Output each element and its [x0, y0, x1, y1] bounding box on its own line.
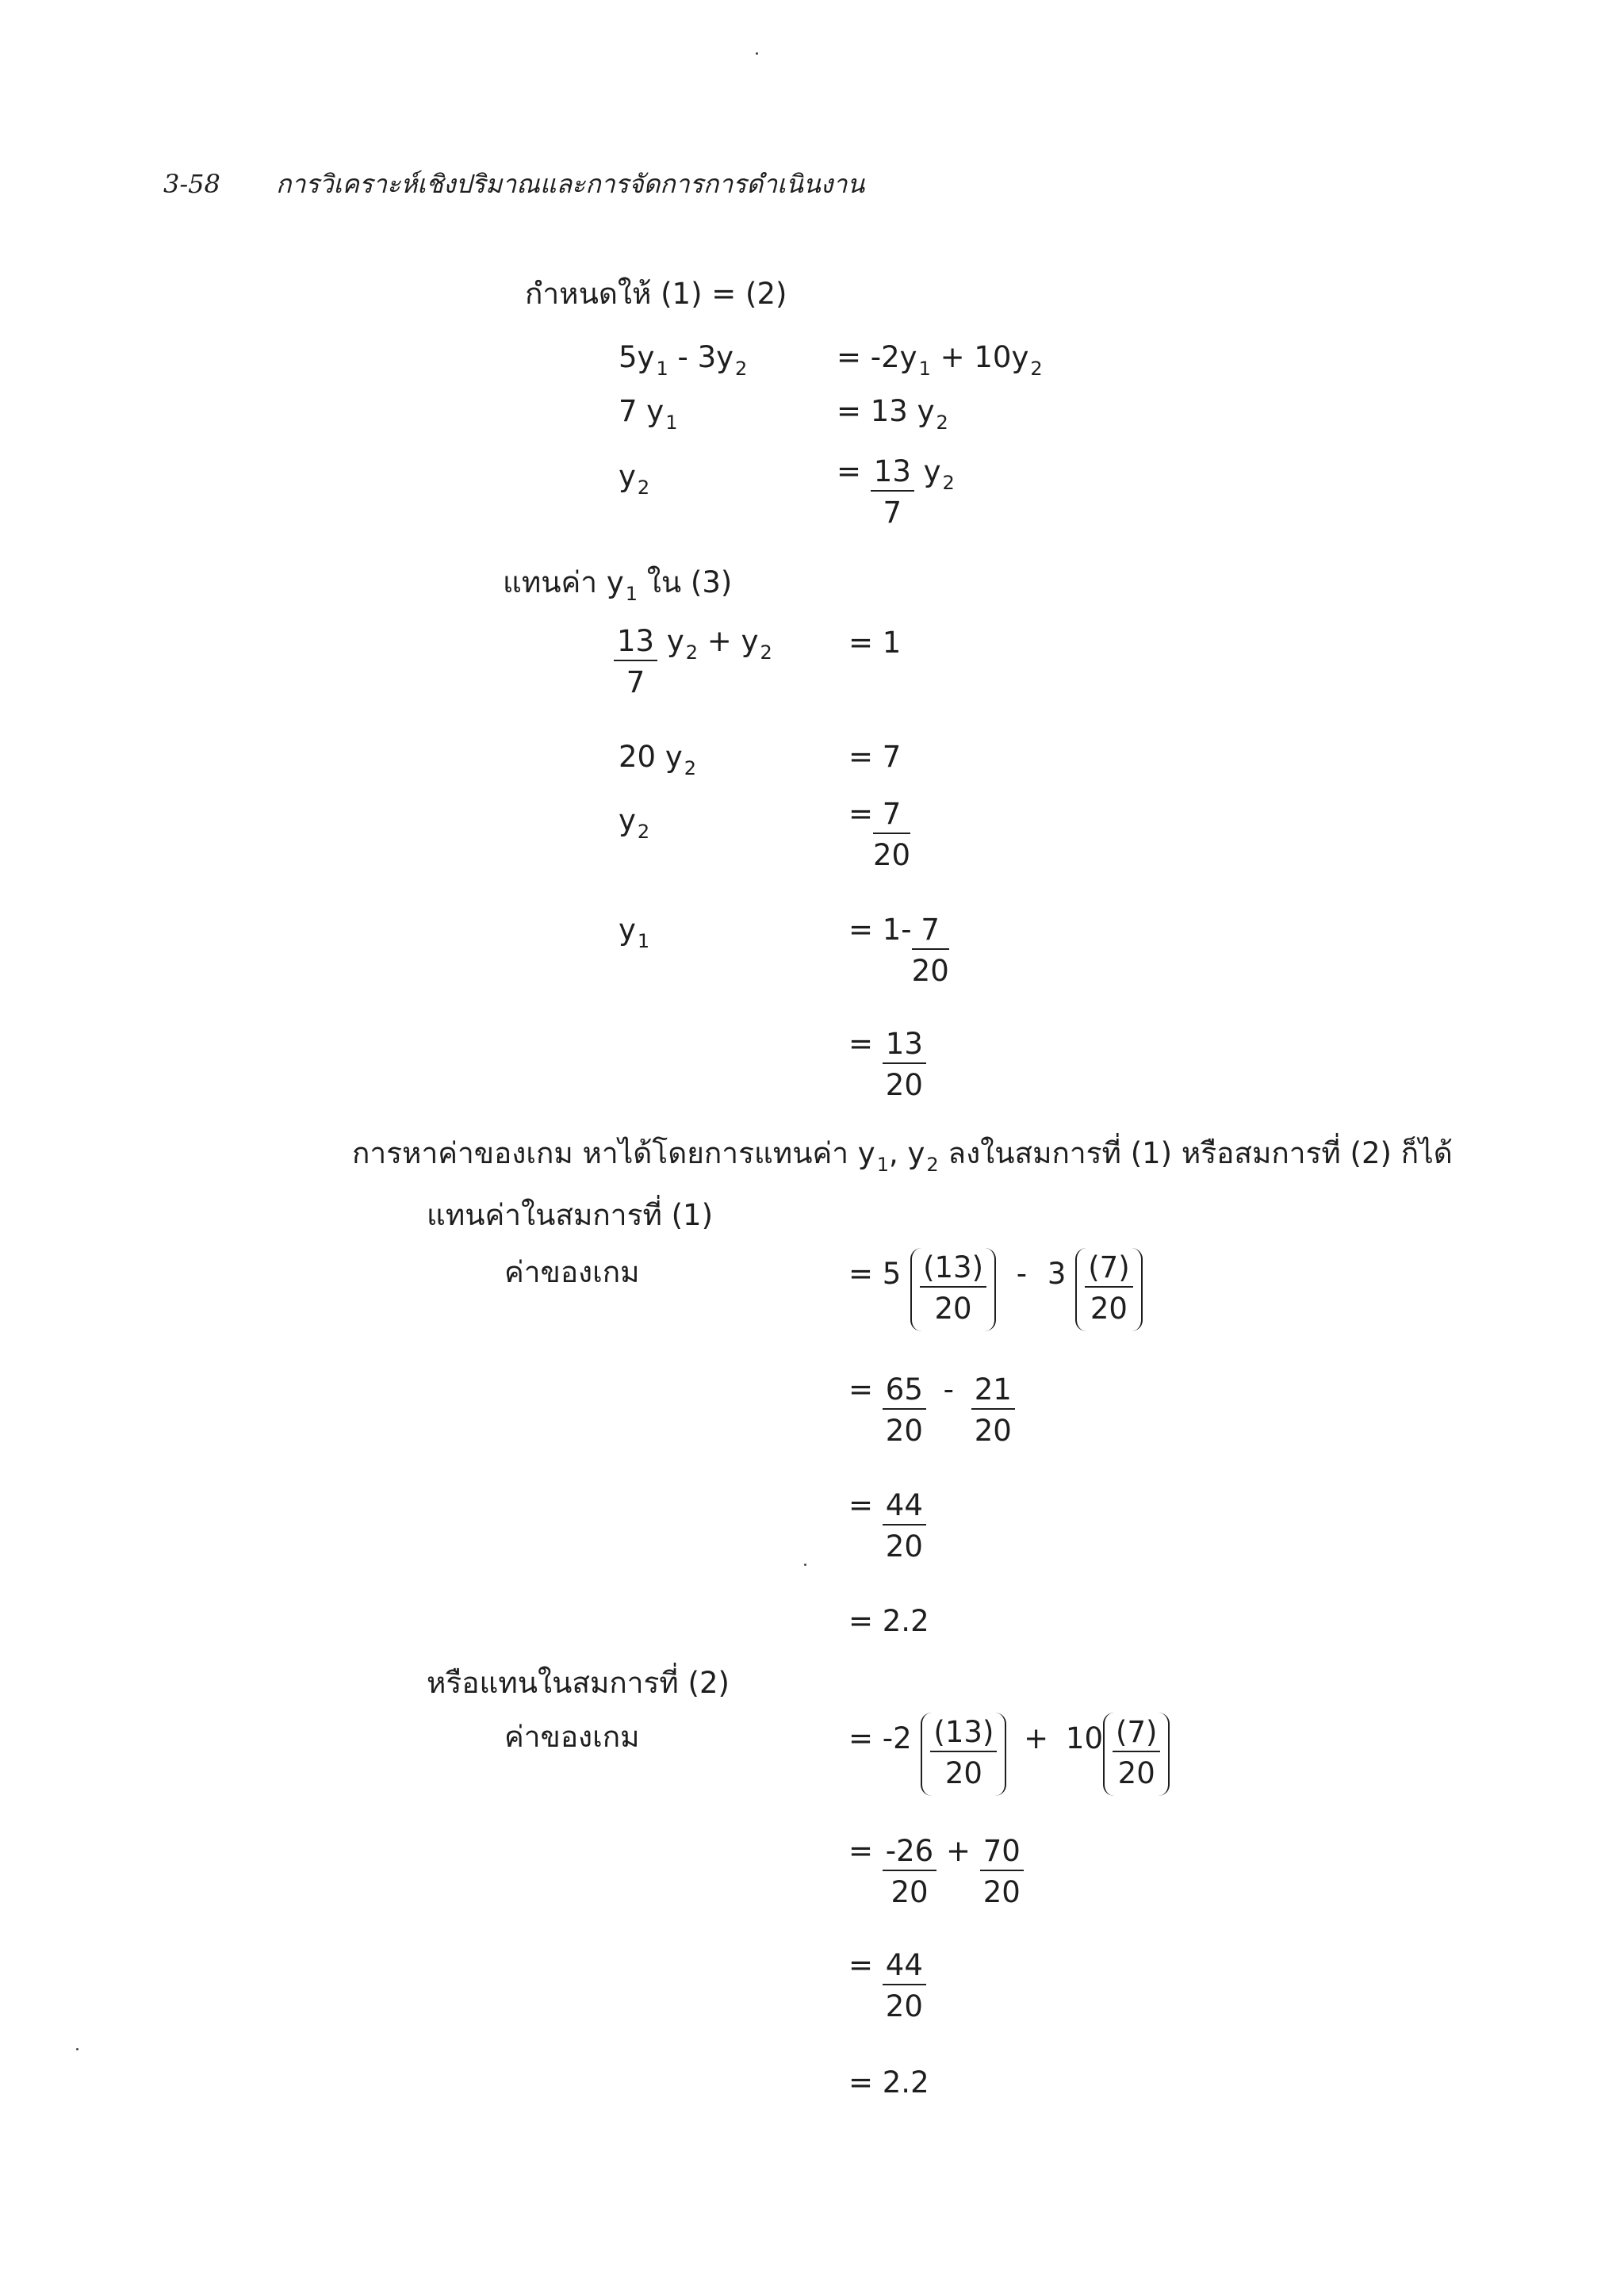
equation-rhs: = 5 $\frac{(13)}{20}$ - 3 $\frac{(7)}{20}$: [848, 1248, 1143, 1331]
fraction: $\frac{21}{20}$: [971, 1375, 1015, 1445]
equation-rhs: = -2 $\frac{(13)}{20}$ + 10 $\frac{(7)}{20}$: [848, 1713, 1170, 1796]
equation-rhs: = $\frac{44}{20}$: [848, 1950, 926, 2021]
equation-lhs: $y_2$: [619, 459, 650, 499]
equation-rhs: = $\frac{7}{20}$: [848, 797, 911, 872]
equation-rhs: = 1: [848, 626, 902, 660]
bracket-group: [1103, 1713, 1170, 1796]
equation-lhs: $y_1$: [619, 913, 650, 952]
fraction: $\frac{7}{20}$: [911, 913, 949, 988]
substitution-heading: หรือแทนในสมการที่ (2): [427, 1666, 730, 1700]
page-number: 3-58: [163, 169, 220, 199]
scan-speck: [76, 2048, 79, 2050]
fraction: $\frac{13}{20}$: [883, 1029, 926, 1100]
equation-lhs: $5y_1 - 3y_2$: [619, 340, 748, 380]
fraction: $\frac{13}{7}$: [614, 626, 657, 697]
scan-speck: [804, 1564, 806, 1566]
fraction: $\frac{7}{20}$: [873, 797, 911, 872]
equation-lhs: $y_2$: [619, 803, 650, 843]
bracket-group: [921, 1713, 1006, 1796]
equation-rhs: = $-2y_1 + 10y_2$: [837, 340, 1043, 380]
fraction: $\frac{44}{20}$: [883, 1950, 926, 2021]
equation-rhs: = $\frac{44}{20}$: [848, 1491, 926, 1561]
fraction: $\frac{44}{20}$: [883, 1491, 926, 1561]
equation-rhs: = 1- $\frac{7}{20}$: [848, 913, 949, 988]
equation-result: = 2.2: [848, 1604, 929, 1638]
equation-rhs: = $\frac{-26}{20}$ + $\frac{70}{20}$: [848, 1836, 1024, 1907]
equation-lhs: $\frac{13}{7}$ $y_2 + y_2$: [614, 626, 772, 697]
fraction: $\frac{(7)}{20}$: [1113, 1717, 1160, 1788]
fraction: $\frac{65}{20}$: [883, 1375, 926, 1445]
fraction: $\frac{70}{20}$: [980, 1836, 1024, 1907]
game-value-label: ค่าของเกม: [504, 1720, 640, 1754]
scan-speck: [756, 52, 758, 55]
game-value-label: ค่าของเกม: [504, 1255, 640, 1289]
equation-rhs: = 13 $y_2$: [837, 394, 948, 434]
equation-rhs: = $\frac{13}{20}$: [848, 1029, 926, 1100]
bracket-group: [910, 1248, 996, 1331]
equation-rhs: = $\frac{13}{7}$ $y_2$: [837, 454, 955, 530]
equation-lhs: 7 $y_1$: [619, 394, 678, 434]
equation-rhs: = $\frac{65}{20}$ - $\frac{21}{20}$: [848, 1375, 1015, 1445]
step1-intro: กำหนดให้ (1) = (2): [525, 277, 787, 311]
game-value-sentence: การหาค่าของเกม หาได้โดยการแทนค่า $y_1$, $y_2$ ลงในสมการที่ (1) หรือสมการที่ (2) ก็ได้: [352, 1136, 1453, 1176]
fraction: $\frac{(13)}{20}$: [930, 1717, 997, 1788]
fraction: $\frac{(13)}{20}$: [920, 1253, 986, 1323]
fraction: $\frac{(7)}{20}$: [1085, 1253, 1132, 1323]
fraction: $\frac{13}{7}$: [871, 457, 914, 527]
step2-intro: แทนค่า $y_1$ ใน (3): [503, 565, 733, 605]
equation-rhs: = 7: [848, 740, 902, 774]
running-title: การวิเคราะห์เชิงปริมาณและการจัดการการดำเนินงาน: [276, 169, 865, 199]
bracket-group: [1075, 1248, 1142, 1331]
equation-result: = 2.2: [848, 2065, 929, 2100]
equation-lhs: 20 $y_2$: [619, 740, 697, 779]
fraction: $\frac{-26}{20}$: [883, 1836, 936, 1907]
substitution-heading: แทนค่าในสมการที่ (1): [427, 1198, 714, 1232]
